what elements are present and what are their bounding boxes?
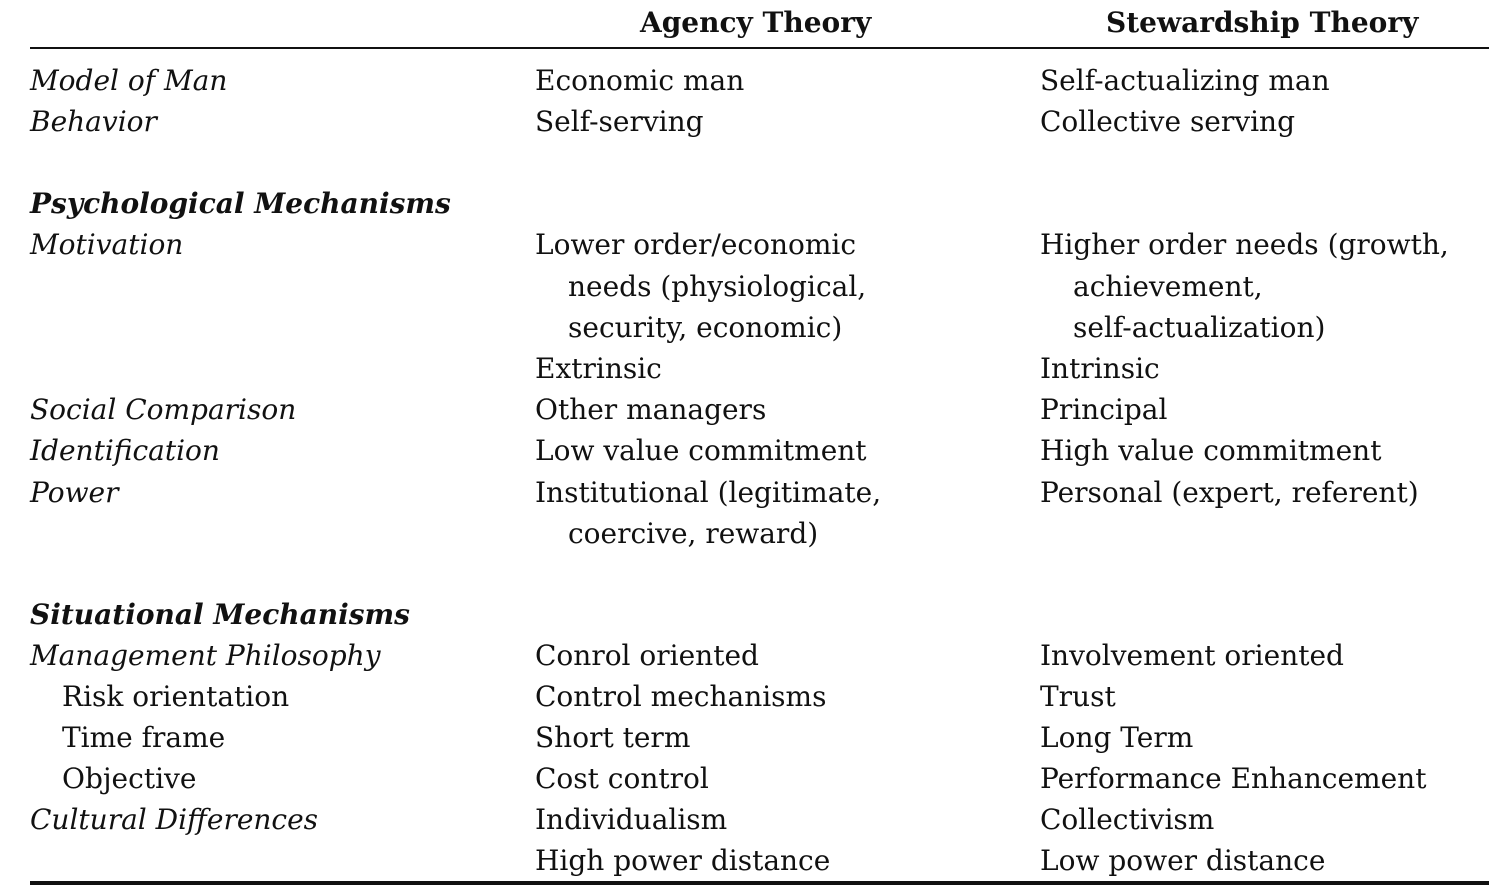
stewardship-motivation-intrinsic: Intrinsic	[1040, 352, 1160, 385]
agency-time-frame: Short term	[535, 721, 691, 754]
row-label-management-philosophy: Management Philosophy	[30, 639, 381, 672]
row-label-time-frame: Time frame	[62, 721, 226, 754]
stewardship-motivation-line-3: self-actualization)	[1073, 311, 1326, 344]
row-label-social-comparison: Social Comparison	[30, 393, 297, 426]
agency-motivation-line-3: security, economic)	[568, 311, 843, 344]
stewardship-risk-orientation: Trust	[1040, 680, 1116, 713]
stewardship-model-of-man: Self-actualizing man	[1040, 64, 1330, 97]
header-rule	[30, 47, 1489, 49]
stewardship-behavior: Collective serving	[1040, 105, 1295, 138]
stewardship-motivation-line-1: Higher order needs (growth,	[1040, 228, 1449, 261]
row-label-power: Power	[30, 476, 119, 509]
agency-risk-orientation: Control mechanisms	[535, 680, 827, 713]
stewardship-social-comparison: Principal	[1040, 393, 1168, 426]
section-situational-mechanisms: Situational Mechanisms	[30, 598, 410, 631]
agency-model-of-man: Economic man	[535, 64, 745, 97]
section-psychological-mechanisms: Psychological Mechanisms	[30, 187, 451, 220]
agency-power-line-2: coercive, reward)	[568, 517, 819, 550]
agency-motivation-extrinsic: Extrinsic	[535, 352, 662, 385]
row-label-risk-orientation: Risk orientation	[62, 680, 290, 713]
agency-identification: Low value commitment	[535, 434, 867, 467]
header-stewardship-theory: Stewardship Theory	[1106, 6, 1419, 39]
agency-social-comparison: Other managers	[535, 393, 767, 426]
row-label-model-of-man: Model of Man	[30, 64, 228, 97]
agency-cultural-differences-1: Individualism	[535, 803, 728, 836]
stewardship-power: Personal (expert, referent)	[1040, 476, 1419, 509]
stewardship-objective: Performance Enhancement	[1040, 762, 1427, 795]
stewardship-motivation-line-2: achievement,	[1073, 270, 1263, 303]
agency-behavior: Self-serving	[535, 105, 704, 138]
agency-power-line-1: Institutional (legitimate,	[535, 476, 882, 509]
stewardship-time-frame: Long Term	[1040, 721, 1194, 754]
bottom-rule	[30, 881, 1489, 885]
stewardship-identification: High value commitment	[1040, 434, 1382, 467]
stewardship-cultural-differences-2: Low power distance	[1040, 844, 1326, 877]
agency-motivation-line-2: needs (physiological,	[568, 270, 867, 303]
row-label-motivation: Motivation	[30, 228, 184, 261]
header-agency-theory: Agency Theory	[640, 6, 872, 39]
row-label-identification: Identification	[30, 434, 220, 467]
agency-motivation-line-1: Lower order/economic	[535, 228, 857, 261]
row-label-cultural-differences: Cultural Differences	[30, 803, 319, 836]
stewardship-management-philosophy: Involvement oriented	[1040, 639, 1344, 672]
row-label-behavior: Behavior	[30, 105, 157, 138]
stewardship-cultural-differences-1: Collectivism	[1040, 803, 1215, 836]
agency-objective: Cost control	[535, 762, 709, 795]
agency-cultural-differences-2: High power distance	[535, 844, 831, 877]
row-label-objective: Objective	[62, 762, 197, 795]
agency-management-philosophy: Conrol oriented	[535, 639, 759, 672]
